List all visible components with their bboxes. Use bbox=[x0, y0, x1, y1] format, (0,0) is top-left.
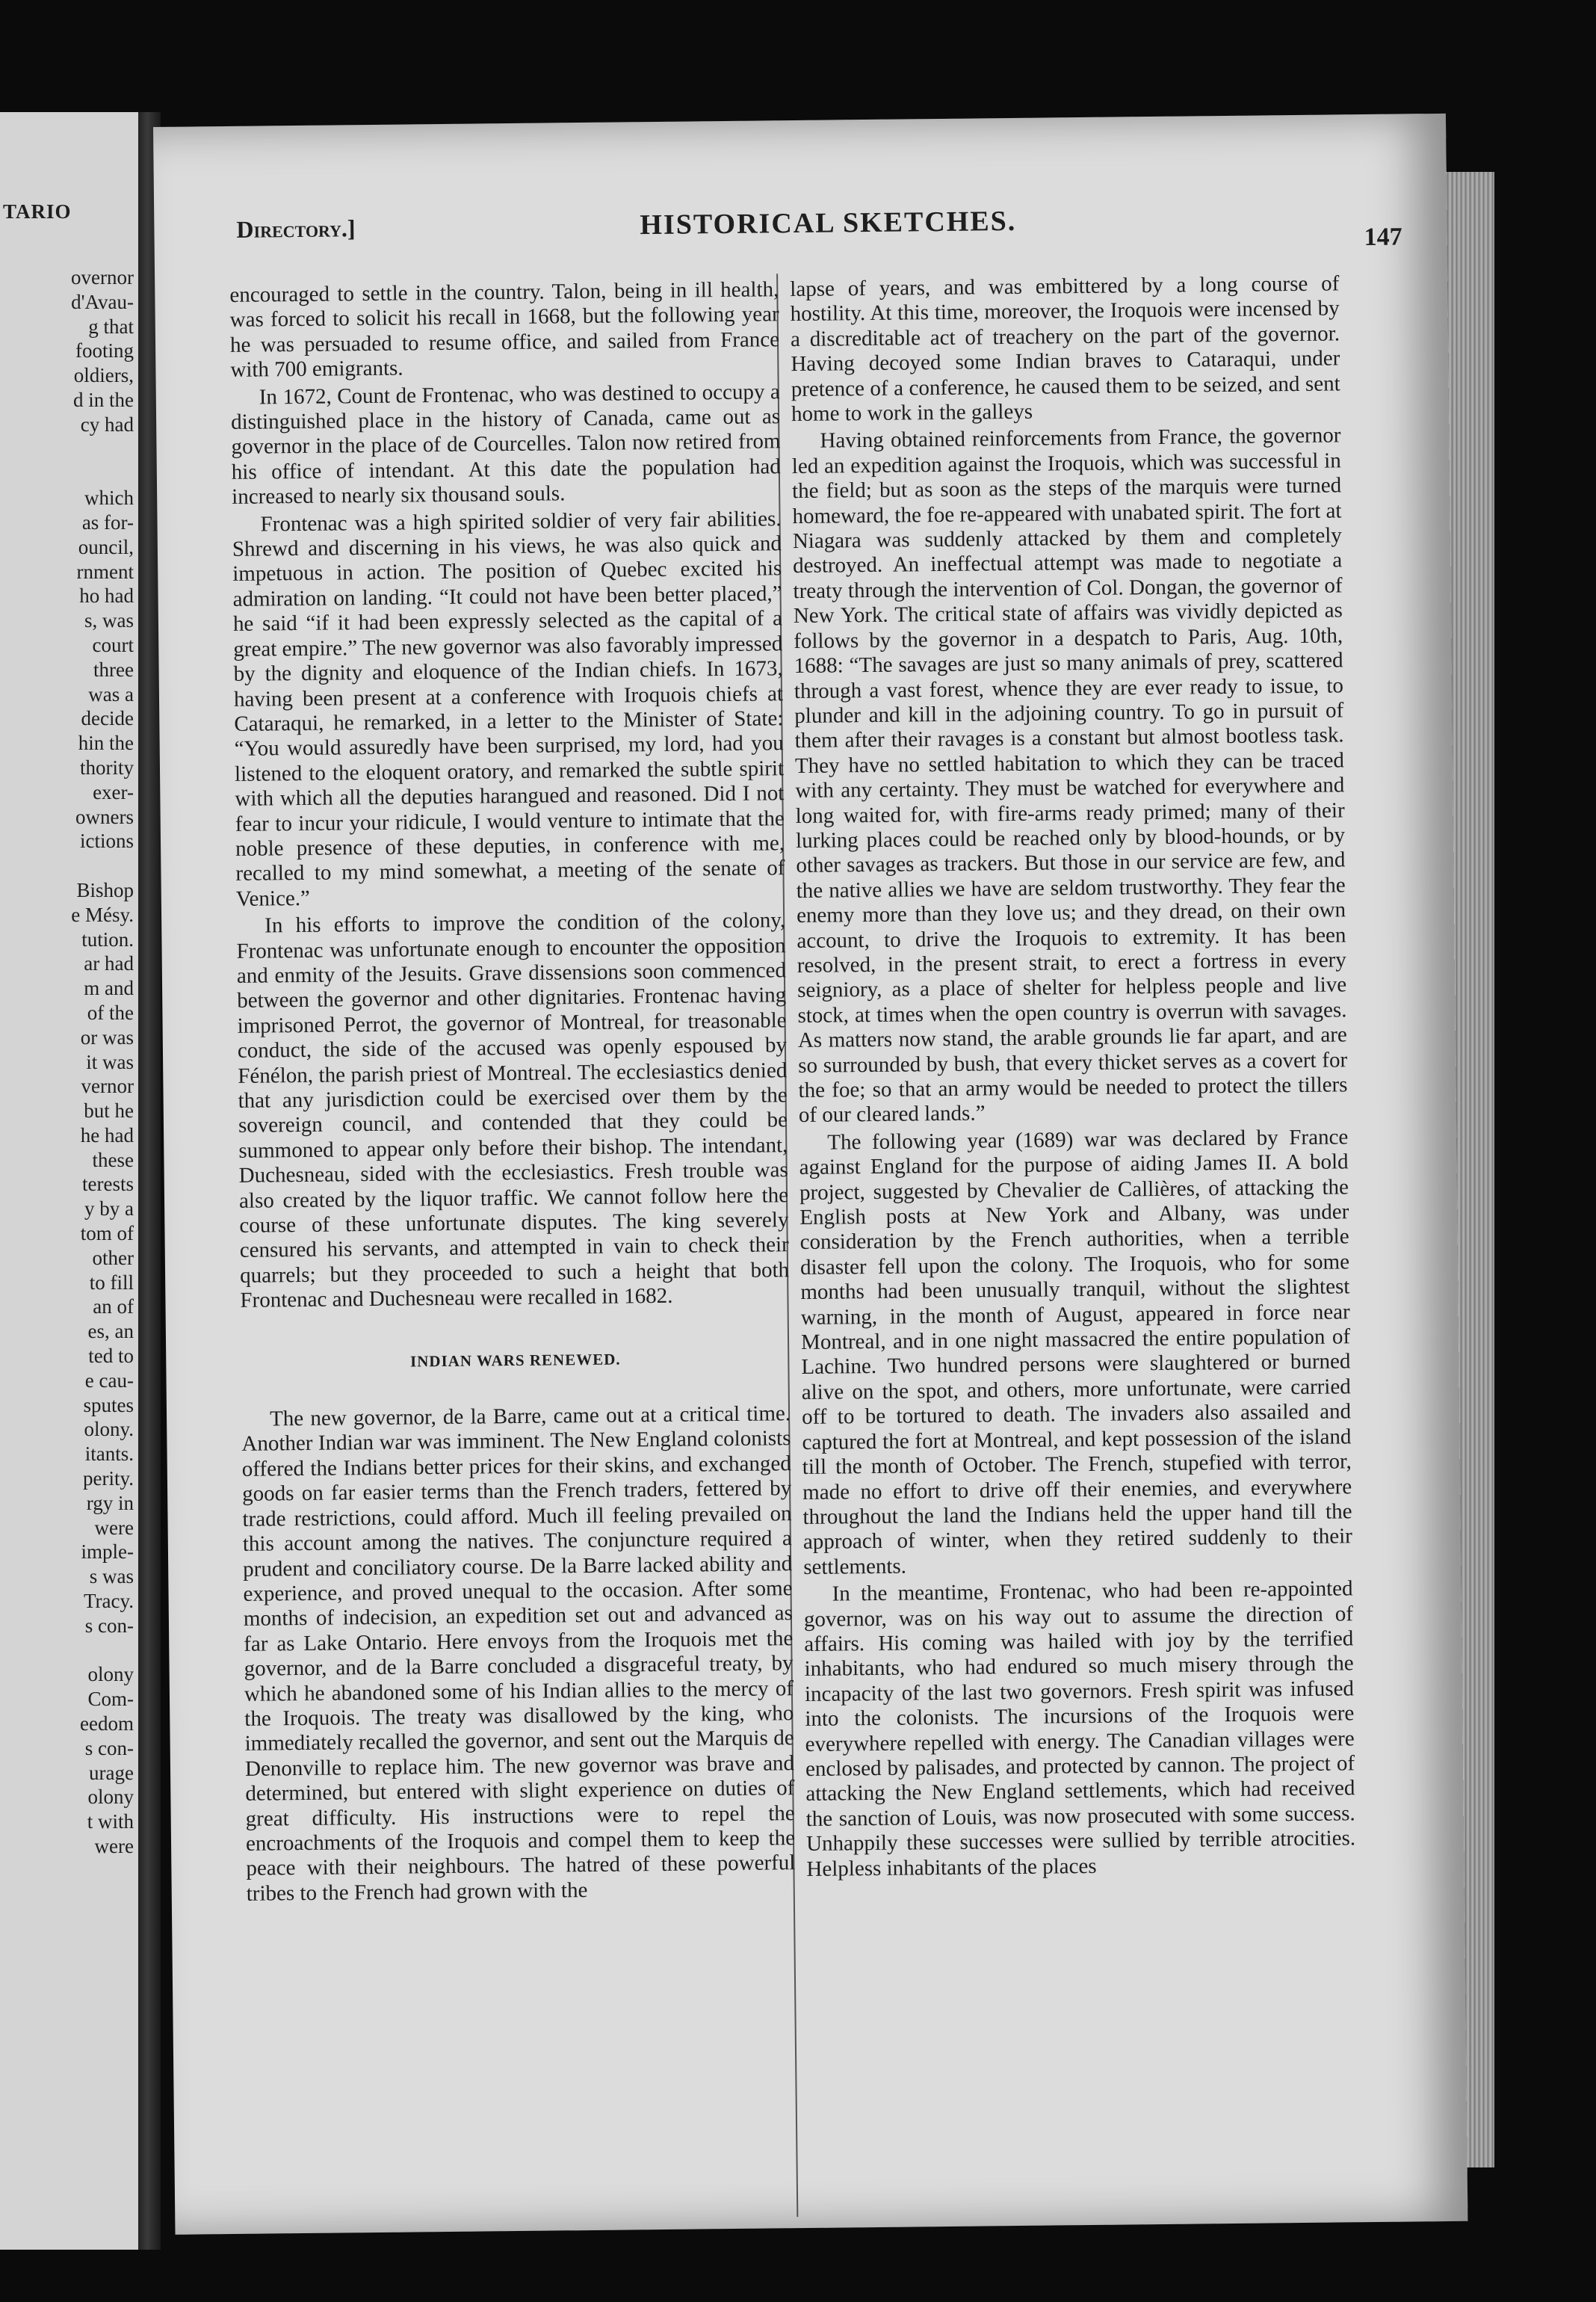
left-page-line: s con- bbox=[84, 1736, 134, 1759]
text-column-left bbox=[229, 277, 796, 1909]
left-page-line: imple- bbox=[81, 1540, 134, 1564]
left-facing-page bbox=[0, 112, 141, 2250]
left-page-line: footing bbox=[75, 339, 134, 362]
main-page bbox=[153, 114, 1467, 2235]
left-page-line: itants. bbox=[84, 1442, 134, 1466]
left-page-line: rgy in bbox=[86, 1491, 134, 1514]
left-page-line: exer- bbox=[93, 780, 134, 803]
left-page-line: ouncil, bbox=[78, 535, 134, 558]
left-page-line: thority bbox=[80, 756, 134, 779]
left-page-line: cy had bbox=[80, 413, 134, 436]
left-page-line: decide bbox=[81, 707, 134, 730]
paragraph: In the meantime, Frontenac, who had been re-appointed governor, was on his way out to assume the direction of affairs. His coming was hailed with joy by the terrified inhabitants, who had endured so much misery through the incapacity of the last two governors. Fresh spirit was infused into the colonists. The incursions of the Iroquois were everywhere repelled with energy. The Canadian villages were enclosed by palisades, and protected by cannon. The project of attacking the New England settlements, which had received the sanction of Louis, was now prosecuted with some success. Unhappily these successes were sullied by terrible atrocities. Helpless inhabitants of the places bbox=[803, 1576, 1356, 1881]
left-page-line: tution. bbox=[81, 928, 134, 951]
left-page-line: Tracy. bbox=[84, 1590, 134, 1613]
left-page-line bbox=[71, 1638, 134, 1663]
paragraph: Frontenac was a high spirited soldier of very fair abilities. Shrewd and discerning in his views, he was also quick and impetuous in action. The position of Quebec excited his admiration on landing. “It could not have been better placed,” he said “if it had been expressly selected as the capital of a great empire.” The new governor was also favorably impressed by the dignity and eloquence of the Indian chiefs. In 1673, having been present at a conference with Iroquois chiefs at Cataraqui, he remarked, in a letter to the Minister of State: “You would assuredly have been surprised, my lord, had you listened to the eloquent oratory, and remarked the subtle spirit with which all the deputies harangued and reasoned. Did I not fear to incur your ridicule, I would venture to intimate that the noble presence of these deputies, in conference with me, recalled to my mind somewhat, a meeting of the senate of Venice.” bbox=[232, 506, 785, 911]
left-page-line: s was bbox=[89, 1565, 134, 1588]
left-page-line: m and bbox=[84, 977, 134, 1000]
paragraph: Having obtained reinforcements from France, the governor led an expedition against the Iroquois, which was successful in the field; but as soon as the steps of the marquis were turned homeward, the foe re-appeared with unabated spirit. The fort at Niagara was suddenly attacked by them and completely destroyed. An ineffectual attempt was made to negotiate a treaty through the intervention of Col. Dongan, the governor of New York. The critical state of affairs was vividly depicted as follows by the governor in a despatch to Paris, Aug. 10th, 1688: “The savages are just so many animals of prey, scattered through a vast forest, whence they are ever ready to issue, to plunder and kill in the adjoining country. To go in pursuit of them after their ravages is a constant but almost bootless task. They have no settled habitation to which they can be traced with any certainty. They must be watched for everywhere and long waited for, with fire-arms ready primed; many of their lurking places could be reached only by blood-hounds, or by other savages as trackers. But those in our service are few, and the native allies we have are seldom trustworthy. They fear the enemy more than they love us; and they dread, on their own account, to drive the Iroquois to extremity. It has been resolved, in the present strait, to erect a fortress in every seigniory, as a place of shelter for helpless people and live stock, at times when the open country is overrun with savages. As matters now stand, the arable grounds lie far apart, and are so surrounded by bush, that every thicket serves as a covert for the foe; so that an army would be needed to protect the tillers of our cleared lands.” bbox=[791, 423, 1348, 1128]
left-page-line: were bbox=[94, 1835, 134, 1857]
left-page-line: or was bbox=[80, 1025, 134, 1049]
left-page-line-fragments bbox=[71, 265, 134, 1859]
left-page-line: he had bbox=[80, 1123, 134, 1147]
left-page-line: ictions bbox=[80, 830, 134, 853]
left-page-line: tom of bbox=[80, 1222, 134, 1245]
left-page-line: eedom bbox=[80, 1712, 134, 1735]
left-page-line bbox=[71, 437, 134, 462]
left-page-line: perity. bbox=[83, 1467, 134, 1490]
left-page-line: hin the bbox=[78, 732, 134, 755]
left-page-line: e Mésy. bbox=[71, 903, 134, 926]
section-subheading: INDIAN WARS RENEWED. bbox=[409, 1350, 621, 1371]
left-page-line: to fill bbox=[89, 1271, 134, 1294]
text-column-right bbox=[790, 271, 1355, 1884]
left-page-line: Bishop bbox=[76, 878, 134, 901]
left-page-line bbox=[71, 461, 134, 486]
left-page-line: court bbox=[92, 633, 134, 656]
left-page-line: oldiers, bbox=[73, 364, 134, 387]
left-page-line: olony. bbox=[84, 1418, 134, 1441]
left-page-line: olony bbox=[87, 1663, 134, 1686]
left-page-line: e cau- bbox=[84, 1368, 134, 1392]
left-page-line: these bbox=[92, 1148, 134, 1171]
left-page-line: g that bbox=[88, 315, 134, 338]
left-page-line: ted to bbox=[88, 1345, 134, 1368]
left-page-line: ho had bbox=[79, 584, 134, 608]
left-page-line: olony bbox=[87, 1786, 134, 1809]
left-page-line: d in the bbox=[73, 388, 134, 411]
left-running-head: TARIO bbox=[3, 200, 72, 223]
left-page-line: was a bbox=[88, 682, 134, 706]
left-page-line: which bbox=[84, 487, 134, 510]
paragraph: lapse of years, and was embittered by a long course of hostility. At this time, moreover, the Iroquois were incensed by a discreditable act of treachery on the part of the governor. Having decoyed some Indian braves to Cataraqui, under pretence of a conference, he caused them to be seized, and sent home to work in the galleys bbox=[790, 271, 1340, 427]
left-page-line: Com- bbox=[87, 1688, 134, 1711]
left-page-line: other bbox=[92, 1246, 134, 1269]
left-page-line: an of bbox=[93, 1295, 134, 1318]
left-page-line: rnment bbox=[76, 560, 134, 583]
left-page-line: es, an bbox=[87, 1320, 134, 1343]
section-label: Directory.] bbox=[236, 215, 356, 243]
left-page-line: terests bbox=[82, 1173, 134, 1196]
running-head bbox=[236, 203, 1432, 261]
page-title: HISTORICAL SKETCHES. bbox=[640, 205, 1017, 241]
paragraph: In his efforts to improve the condition of the colony, Frontenac was unfortunate enough to encounter the opposition and enmity of the Jesuits. Grave dissensions soon commenced between the governor and other dignitaries. Frontenac having imprisoned Perrot, the governor of Montreal, for treasonable conduct, the side of the accused was openly espoused by Fénélon, the parish priest of Montreal. The ecclesiastics denied that any jurisdiction could be exercised over them by the sovereign council, and contended that they could be summoned to appear only before their bishop. The intendant, Duchesneau, sided with the ecclesiastics. Fresh trouble was also created by the liquor traffic. We cannot follow here the course of these unfortunate disputes. The king severely censured his servants, and attempted in vain to check their quarrels; but they proceeded to such a height that both Frontenac and Duchesneau were recalled in 1682. bbox=[236, 908, 790, 1313]
left-page-line bbox=[71, 854, 134, 878]
left-page-line: but he bbox=[84, 1099, 134, 1123]
left-page-line: s, was bbox=[84, 609, 134, 632]
left-page-line: y by a bbox=[84, 1197, 134, 1221]
left-page-line: as for- bbox=[81, 510, 134, 534]
paragraph: In 1672, Count de Frontenac, who was destined to occupy a distinguished place in the history of Canada, came out as governor in the place of de Courcelles. Talon now retired from his office of intendant. At this date the population had increased to nearly six thousand souls. bbox=[230, 379, 781, 510]
left-page-line: overnor bbox=[71, 266, 134, 288]
paragraph: The new governor, de la Barre, came out at a critical time. Another Indian war was imminent. The New England colonists offered the Indians better prices for their skins, and exchanged goods on far easier terms than the French traders, fettered by trade restrictions, could afford. Much ill feeling prevailed on this account among the natives. The conjuncture required a prudent and conciliatory course. De la Barre lacked ability and experience, and proved unequal to the occasion. After some months of indecision, an expedition set out and advanced as far as Lake Ontario. Here envoys from the Iroquois met the governor, and de la Barre concluded a disgraceful treaty, by which he abandoned some of his Indian allies to the mercy of the Iroquois. The treaty was disallowed by the king, who immediately recalled the governor, and sent out the Marquis de Denonville to replace him. The new governor was brave and determined, but entered with slight experience on duties of great difficulty. His instructions were to repel the encroachments of the Iroquois and compel them to keep the peace with their neighbours. The hatred of these powerful tribes to the French had grown with the bbox=[241, 1401, 796, 1906]
left-page-line: ar had bbox=[84, 952, 134, 975]
left-page-line: s con- bbox=[84, 1614, 134, 1637]
left-page-line: of the bbox=[87, 1001, 134, 1024]
left-page-line: three bbox=[93, 658, 134, 681]
page-number: 147 bbox=[1364, 223, 1402, 252]
paragraph: encouraged to settle in the country. Talon, being in ill health, was forced to solicit his recall in 1668, but the following year he was persuaded to resume office, and sailed from France with 700 emigrants. bbox=[229, 277, 780, 383]
left-page-line: it was bbox=[86, 1050, 134, 1073]
left-page-line: t with bbox=[87, 1810, 134, 1833]
left-page-line: d'Avau- bbox=[71, 290, 134, 313]
left-page-line: urage bbox=[89, 1761, 134, 1784]
left-page-line: owners bbox=[75, 805, 134, 828]
left-page-line: were bbox=[94, 1516, 134, 1539]
left-page-line: sputes bbox=[83, 1393, 134, 1416]
paragraph: The following year (1689) war was declared by France against England for the purpose of aiding James II. A bold project, suggested by Chevalier de Callières, of attacking the English posts at New York and Albany, was under consideration by the French authorities, when a terrible disaster fell upon the colony. The Iroquois, who for some months had been unusually tranquil, without the slightest warning, in the month of August, appeared in force near Montreal, and in one night massacred the entire population of Lachine. Two hundred persons were slaughtered or burned alive on the spot, and others, more unfortunate, were carried off to be tortured to death. The invaders also assailed and captured the fort at Montreal, and kept possession of the island till the month of October. The French, stupefied with terror, made no effort to drive off their enemies, and everywhere throughout the land the Indians held the upper hand till the approach of winter, when they retired suddenly to their settlements. bbox=[799, 1125, 1353, 1579]
left-page-line: vernor bbox=[81, 1075, 134, 1098]
